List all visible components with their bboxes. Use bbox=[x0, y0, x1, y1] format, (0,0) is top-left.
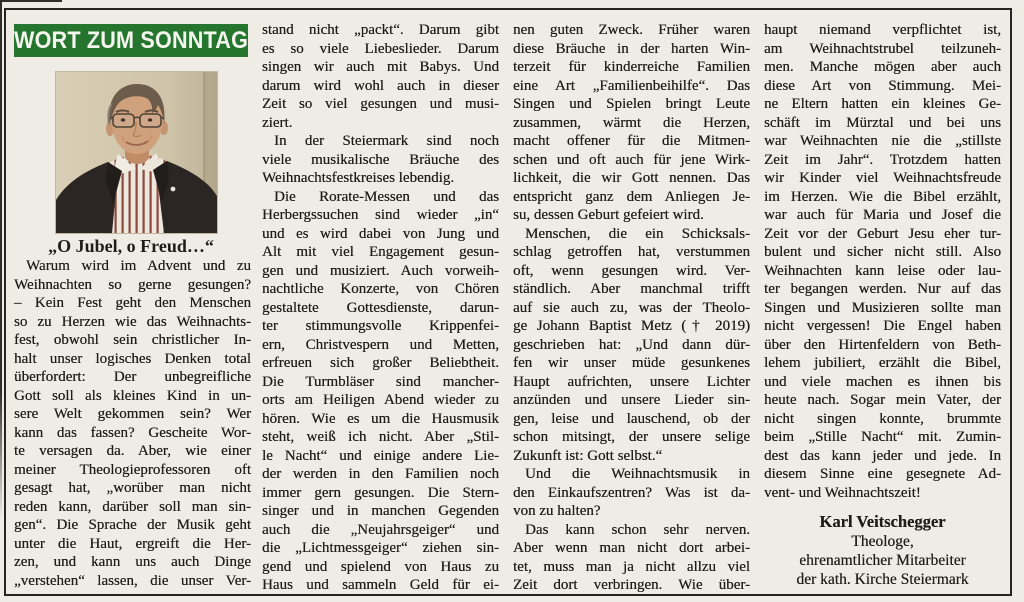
text-line: heute nach. Sogar mein Vater, der bbox=[764, 392, 1001, 408]
text-line: immer gern gesungen. Die Stern- bbox=[262, 484, 499, 501]
text-line: fen wir unser müde gesunkenes bbox=[513, 355, 750, 371]
text-line: nachtliche Konzerte, von Chören bbox=[262, 281, 499, 297]
text-line: Und die Weihnachtsmusik in bbox=[525, 466, 750, 482]
text-line: ne Eltern hatten ein kleines Ge- bbox=[764, 96, 1001, 112]
text-line: stand nicht „packt“. Darum gibt bbox=[262, 22, 499, 38]
text-line: orts am Heiligen Abend wieder zu bbox=[262, 392, 499, 408]
text-line: lehem jubiliert, erzählt die Bibel, bbox=[764, 355, 1001, 371]
text-line: erfreuen sich großer Beliebtheit. bbox=[262, 355, 499, 371]
author-role: ehrenamtlicher Mitarbeiter bbox=[799, 552, 966, 569]
text-line: Gott soll als kleines Kind in un- bbox=[14, 387, 251, 404]
text-line: gen, leise und lauschend, ob der bbox=[513, 410, 750, 427]
text-line: geschrieben hat: „Und dann dür- bbox=[513, 336, 750, 353]
text-line: meiner Theologieprofessoren oft bbox=[14, 461, 251, 478]
text-line: Singen und Musizieren sollte man bbox=[764, 299, 1001, 316]
text-line: Weihnachtsfestkreises lebendig. bbox=[262, 170, 455, 186]
paragraph bbox=[14, 257, 251, 590]
text-line: Alt mit viel Engagement gesun- bbox=[262, 244, 499, 260]
text-line: „verstehen“ lassen, die unser Ver- bbox=[14, 572, 251, 589]
text-line: zen, und kann uns auch Dinge bbox=[14, 554, 251, 570]
text-line: unter die Haut, ergreift die Her- bbox=[14, 535, 251, 552]
text-line: bulent und sicher nicht still. Also bbox=[764, 244, 1001, 260]
text-line: hören. Wie es um die Hausmusik bbox=[262, 410, 499, 427]
text-line: der werden in den Familien noch bbox=[262, 466, 499, 482]
article-title: „O Jubel, o Freud…“ bbox=[48, 236, 214, 256]
text-line: am Weihnachtstrubel teilzuneh- bbox=[764, 40, 1001, 57]
text-line: gesagt hat, „worüber man nicht bbox=[14, 480, 251, 496]
text-line: schäft im Mürztal und bei uns bbox=[764, 114, 1001, 131]
text-line: terzeit für kinderreiche Familien bbox=[513, 59, 750, 75]
section-banner bbox=[14, 24, 248, 57]
text-line: sere Welt gekommen sein? Wer bbox=[14, 406, 251, 422]
text-line: Zeit so viel gesungen und musi- bbox=[262, 96, 499, 112]
text-line: tet, muss man ja nicht allzu viel bbox=[513, 558, 750, 575]
text-line: kann das fassen? Gescheite Wor- bbox=[14, 424, 251, 441]
text-line: macht offener für die Mitmen- bbox=[513, 133, 750, 149]
text-line: Weihnachten kann leise oder lau- bbox=[764, 262, 1001, 279]
text-line: so zu Herzen wie das Weihnachts- bbox=[14, 313, 251, 330]
text-line: gen“. Die Sprache der Musik geht bbox=[14, 517, 251, 533]
paragraph bbox=[764, 21, 1001, 502]
text-line: men. Manche mögen aber auch bbox=[764, 59, 1001, 75]
text-line: und viele machen es ihnen bis bbox=[764, 373, 1001, 390]
text-line: Herbergssuchen sind wieder „in“ bbox=[262, 207, 499, 223]
text-line: dest das kann jeder und jede. In bbox=[764, 447, 1001, 464]
text-line: Warum wird im Advent und zu bbox=[26, 258, 251, 274]
text-line: lichkeit, die wir Gott nennen. Das bbox=[513, 170, 750, 186]
scan-edge-artifact bbox=[0, 0, 62, 2]
author-role: Theologe, bbox=[851, 533, 914, 550]
text-line: singen wir auch mit Babys. Und bbox=[262, 59, 499, 75]
text-line: Zeit im Jahr“. Trotzdem hatten bbox=[764, 151, 1001, 168]
text-line: nicht vergessen! Die Engel haben bbox=[764, 318, 1001, 334]
text-line: vent- und Weihnachtszeit! bbox=[764, 484, 921, 501]
text-line: auf sie auch zu, was der Theolo- bbox=[513, 299, 750, 316]
text-line: In der Steiermark sind noch bbox=[274, 133, 499, 149]
text-line: Menschen, die ein Schicksals- bbox=[525, 225, 750, 242]
text-line: Zeit dort verbringen. Wie über- bbox=[513, 577, 750, 593]
text-line: entspricht ganz dem Anliegen Je- bbox=[513, 188, 750, 205]
article-column-2 bbox=[262, 21, 499, 595]
text-line: auch die „Neujahrsgeiger“ und bbox=[262, 521, 499, 538]
portrait-illustration bbox=[56, 72, 217, 233]
text-line: te versagen da. Aber, wie einer bbox=[14, 443, 251, 459]
text-line: Die Turmbläser sind mancher- bbox=[262, 373, 499, 390]
text-line: fest, obwohl sein christlicher In- bbox=[14, 332, 251, 348]
text-line: le Nacht“ und einige andere Lie- bbox=[262, 447, 499, 464]
paragraph bbox=[513, 225, 750, 466]
author-signature bbox=[764, 512, 1001, 589]
text-line: überfordert: Der unbegreifliche bbox=[14, 369, 251, 385]
text-line: Singen und Spielen bringt Leute bbox=[513, 96, 750, 112]
text-line: oft, wenn gesungen wird. Ver- bbox=[513, 262, 750, 279]
text-line: diese Art von Stimmung. Mei- bbox=[764, 77, 1001, 94]
text-line: die „Lichtmessgeiger“ ziehen sin- bbox=[262, 540, 499, 556]
scan-edge-artifact bbox=[0, 0, 2, 520]
text-line: zusammen, wärmt die Herzen, bbox=[513, 114, 750, 131]
text-line: Die Rorate-Messen und das bbox=[274, 188, 499, 205]
text-line: haupt niemand verpflichtet ist, bbox=[764, 22, 1001, 38]
text-line: es so viele Liebeslieder. Darum bbox=[262, 40, 499, 57]
paragraph bbox=[513, 521, 750, 595]
text-line: Haus und sammeln Geld für ei- bbox=[262, 577, 499, 593]
text-line: und es wird dabei von Jung und bbox=[262, 225, 499, 242]
text-line: ziert. bbox=[262, 114, 293, 131]
text-line: von zu halten? bbox=[513, 503, 601, 519]
paragraph bbox=[262, 21, 499, 132]
paragraph bbox=[513, 21, 750, 225]
text-line: Zeit vor der Geburt Jesu eher tur- bbox=[764, 225, 1001, 242]
text-line: diesem Sinne eine gesegnete Ad- bbox=[764, 466, 1001, 482]
text-line: Zukunft ist: Gott selbst.“ bbox=[513, 447, 663, 464]
text-line: nicht singen konnte, brummte bbox=[764, 410, 1001, 427]
text-line: war auch für Maria und Josef die bbox=[764, 207, 1001, 223]
text-line: ern, Christvespern und Metten, bbox=[262, 336, 499, 353]
text-line: eine Art „Familienbeihilfe“. Das bbox=[513, 77, 750, 94]
text-line: ständlich. Aber manchmal trifft bbox=[513, 281, 750, 297]
text-line: darum wird wohl auch in dieser bbox=[262, 77, 499, 94]
author-name: Karl Veitschegger bbox=[819, 512, 946, 531]
text-line: den Einkaufszentren? Was ist da- bbox=[513, 484, 750, 501]
text-line: ge Johann Baptist Metz († 2019) bbox=[513, 318, 750, 334]
text-line: Aber wenn man nicht dort arbei- bbox=[513, 540, 750, 556]
author-role: der kath. Kirche Steiermark bbox=[796, 571, 969, 588]
text-line: steht, weiß ich nicht. Aber „Stil- bbox=[262, 429, 499, 445]
text-line: ter stimmungsvolle Krippenfei- bbox=[262, 318, 499, 334]
text-line: Haupt aufrichten, unsere Lichter bbox=[513, 373, 750, 390]
section-title: WORT ZUM SONNTAG bbox=[13, 26, 249, 54]
paragraph bbox=[262, 188, 499, 595]
article-column-1 bbox=[14, 257, 251, 590]
text-line: im Herzen. Wie die Bibel erzählt, bbox=[764, 188, 1001, 205]
text-line: Weihnachten so gerne gesungen? bbox=[14, 276, 251, 293]
text-line: über den Hirtenfeldern von Beth- bbox=[764, 336, 1001, 353]
text-line: nen guten Zweck. Früher waren bbox=[513, 22, 750, 38]
text-line: anzünden und unsere Lieder sin- bbox=[513, 392, 750, 408]
text-line: – Kein Fest geht den Menschen bbox=[14, 295, 251, 311]
text-line: schlag getroffen hat, verstummen bbox=[513, 244, 750, 260]
paragraph bbox=[513, 465, 750, 521]
text-line: schon mitsingt, der unsere selige bbox=[513, 429, 750, 445]
text-line: reden kann, darüber soll man sin- bbox=[14, 498, 251, 515]
text-line: viele musikalische Bräuche des bbox=[262, 151, 499, 168]
author-photo bbox=[56, 72, 217, 233]
text-line: gestaltete Gottesdienste, darun- bbox=[262, 299, 499, 316]
article-column-3 bbox=[513, 21, 750, 595]
text-line: diese Bräuche in der harten Win- bbox=[513, 40, 750, 57]
text-line: Das kann schon sehr nerven. bbox=[525, 521, 750, 538]
text-line: gend und spielend von Haus zu bbox=[262, 558, 499, 575]
text-line: gen und musiziert. Auch vorweih- bbox=[262, 262, 499, 279]
text-line: beim „Stille Nacht“ mit. Zumin- bbox=[764, 429, 1001, 445]
text-line: schen und oft auch für jene Wirk- bbox=[513, 151, 750, 168]
paragraph bbox=[262, 132, 499, 188]
text-line: singer und in manchen Gegenden bbox=[262, 503, 499, 519]
article-column-4 bbox=[764, 21, 1001, 502]
text-line: wir Kinder viel Weihnachtsfreude bbox=[764, 170, 1001, 186]
text-line: su, dessen Geburt gefeiert wird. bbox=[513, 207, 704, 223]
text-line: war Weihnachten nie die „stillste bbox=[764, 133, 1001, 149]
text-line: ter begangen werden. Nur auf das bbox=[764, 281, 1001, 297]
text-line: halt unser logisches Denken total bbox=[14, 350, 251, 367]
